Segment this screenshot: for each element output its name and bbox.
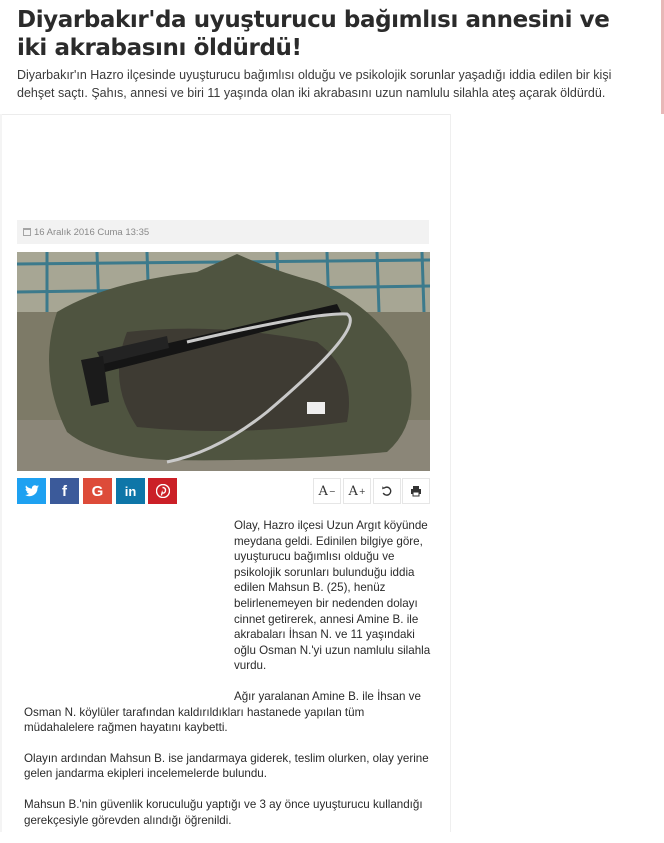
column-divider-left	[0, 114, 2, 832]
share-linkedin-button[interactable]	[116, 478, 145, 504]
share-google-plus-button[interactable]	[83, 478, 112, 504]
google-plus-icon: G	[91, 482, 104, 500]
font-increase-button[interactable]	[343, 478, 371, 504]
article-paragraph: Olayın ardından Mahsun B. ise jandarmaya giderek, teslim olurken, olay yerine gelen jandarma ekipleri incelemelerde bulundu.	[24, 751, 429, 781]
facebook-icon: f	[62, 482, 67, 500]
font-increase-label: A	[348, 483, 358, 499]
article-paragraph: Ağır yaralanan Amine B. ile İhsan ve Osman N. köylüler tarafından kaldırıldıkları hastanede yapılan tüm müdahalelere rağmen hayatını kaybetti.	[24, 689, 421, 735]
plus-sign: +	[358, 486, 366, 496]
font-decrease-button[interactable]	[313, 478, 341, 504]
linkedin-icon: in	[124, 483, 137, 499]
twitter-icon	[25, 485, 39, 497]
date-bar	[17, 220, 429, 244]
pinterest-icon	[156, 484, 170, 498]
share-pinterest-button[interactable]	[148, 478, 177, 504]
print-icon	[410, 485, 422, 497]
font-decrease-label: A	[318, 483, 328, 499]
minus-sign: −	[328, 486, 336, 496]
article-paragraph: Olay, Hazro ilçesi Uzun Argıt köyünde meydana geldi. Edinilen bilgiye göre, uyuşturucu bağımlısı olduğu ve psikolojik sorunları bulunduğu iddia edilen Mahsun B. (25), henüz belirlenemeyen bir nedenden dolayı cinnet getirerek, annesi Amine B. ile akrabaları İhsan N. ve 11 yaşındaki oğlu Osman N.'yi uzun namlulu silahla vurdu.	[234, 519, 431, 673]
share-twitter-button[interactable]	[17, 478, 46, 504]
article-body	[24, 518, 432, 843]
calendar-icon	[23, 228, 31, 236]
publish-date: 16 Aralık 2016 Cuma 13:35	[34, 226, 150, 238]
article-photo[interactable]	[17, 252, 430, 471]
shotgun-on-jacket-image	[17, 252, 430, 471]
reset-font-button[interactable]	[373, 478, 401, 504]
reset-icon	[381, 485, 393, 497]
ad-placeholder	[17, 122, 430, 212]
inline-ad-placeholder	[24, 518, 234, 698]
share-facebook-button[interactable]	[50, 478, 79, 504]
article-spot: Diyarbakır'ın Hazro ilçesinde uyuşturucu bağımlısı olduğu ve psikolojik sorunlar yaşadığı iddia edilen bir kişi dehşet saçtı. Şahıs, annesi ve biri 11 yaşında olan iki akrabasını uzun namlulu silahla ateş açarak öldürdü.	[17, 68, 612, 100]
article-paragraph: Mahsun B.'nin güvenlik koruculuğu yaptığı ve 3 ay önce uyuşturucu kullandığı gerekçesiyle görevden alındığı öğrenildi.	[24, 797, 423, 827]
article-toolbar	[17, 478, 430, 506]
article-headline: Diyarbakır'da uyuşturucu bağımlısı annesini ve iki akrabasını öldürdü!	[17, 7, 610, 61]
print-button[interactable]	[402, 478, 430, 504]
right-sidebar	[450, 114, 664, 832]
